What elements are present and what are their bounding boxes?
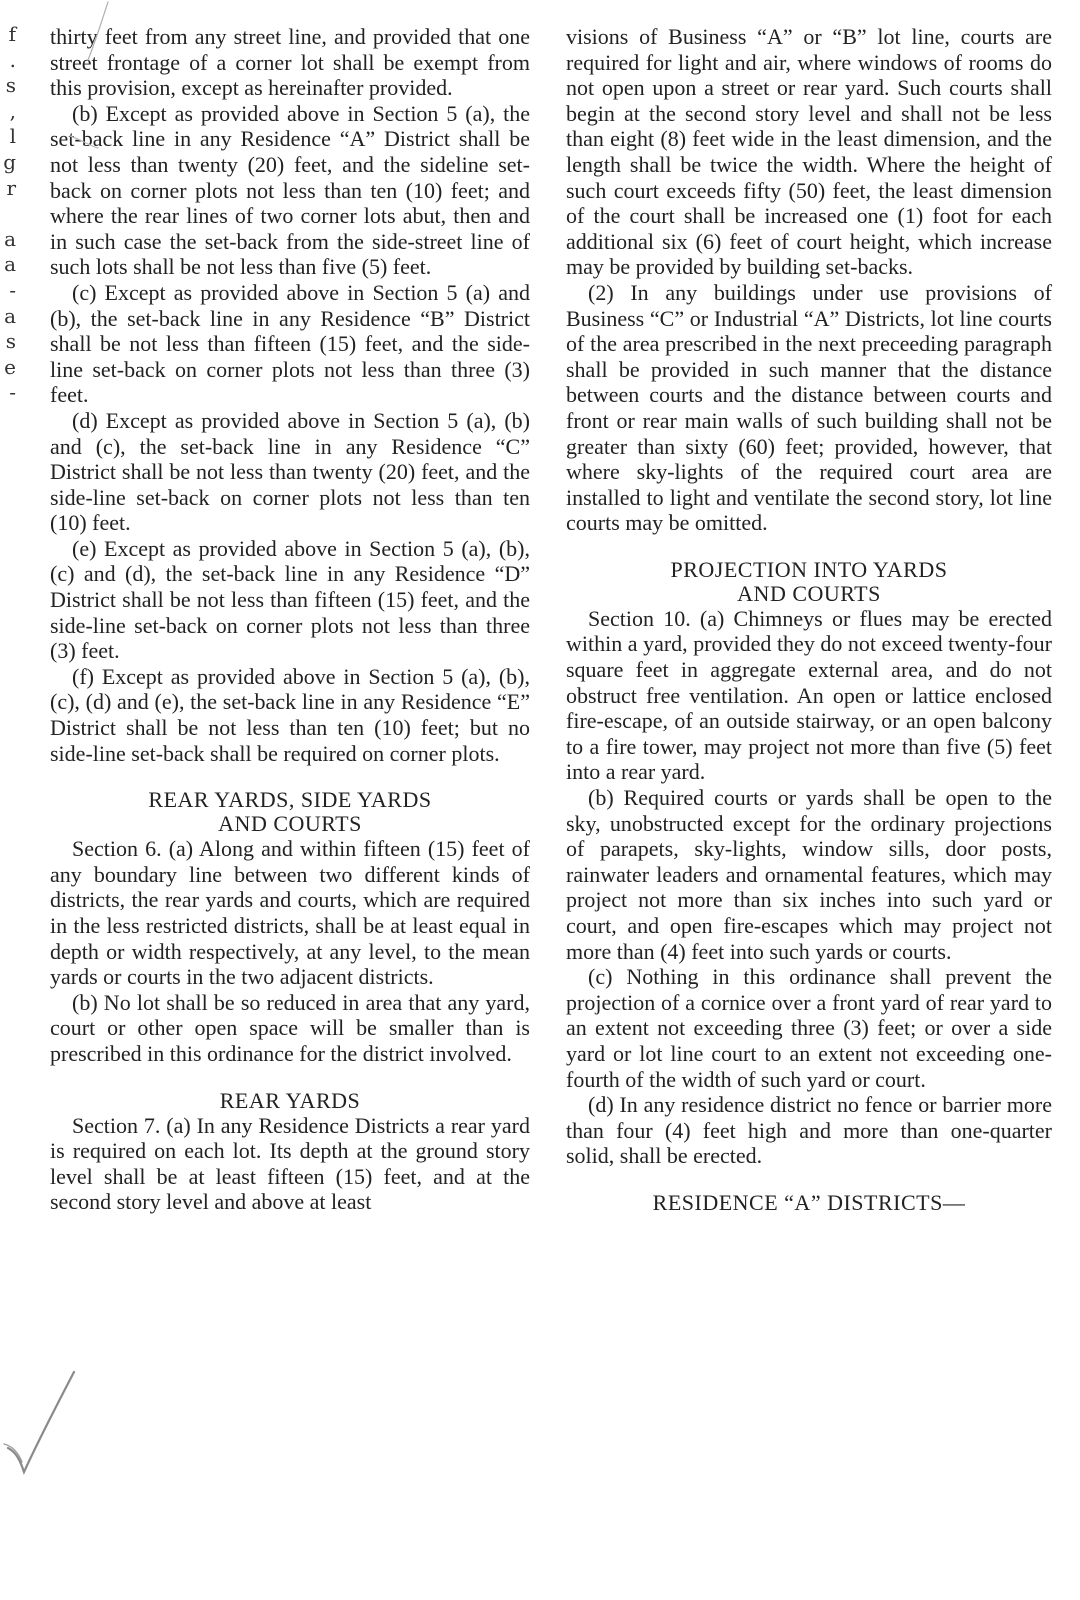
heading-line: PROJECTION INTO YARDS [670,556,948,582]
heading-rear-yards: REAR YARDS [219,1087,361,1113]
edge-char: . [9,47,16,72]
edge-char: e [4,354,16,379]
heading-residence-a-districts: RESIDENCE “A” DISTRICTS— [652,1189,966,1215]
paragraph-section-10c: (c) Nothing in this ordinance shall prevent the projection of a cornice over a front yard of rear yard to an extent not exceeding three (3) feet; or over a side yard or lot line court to an extent not exceeding one-fourth of the width of such yard or court. [566,964,1052,1092]
paragraph-5e: (e) Except as provided above in Section 5 (a), (b), (c) and (d), the set-back line in any Residence “D” District shall be not less than fifteen (15) feet, and the side-line set-back on corner plots not less than three (3) feet. [50,535,530,664]
paragraph-5c: (c) Except as provided above in Section 5 (a) and (b), the set-back line in any Residence “B” District shall be not less than fifteen (15) feet, and the side-line set-back on corner plots not less than three (3) feet. [50,279,530,408]
paragraph-section-6b: (b) No lot shall be so reduced in area that any yard, court or other open space will be smaller than is prescribed in this ordinance for the district involved. [50,989,530,1066]
paragraph-section-10d: (d) In any residence district no fence or barrier more than four (4) feet high and more than one-quarter solid, shall be erected. [566,1092,1052,1169]
left-edge-cropped-text [0,22,16,406]
edge-char: s [5,329,16,354]
edge-char: s [5,73,16,98]
edge-char [0,201,16,227]
paragraph-section-6a: Section 6. (a) Along and within fifteen (15) feet of any boundary line between two different kinds of districts, the rear yards and courts, which are required in the less restricted districts, shall be at least equal in depth or width respectively, at any level, to the mean yards or courts in the two adjacent districts. [50,836,530,990]
edge-char: a [4,252,16,277]
edge-char: f [8,22,16,46]
edge-char: - [9,380,16,405]
paragraph-continued: visions of Business “A” or “B” lot line, courts are required for light and air, where windows of rooms do not open upon a street or rear yard. Such courts shall begin at the second story level and shall not be less than eight (8) feet wide in the least dimension, and the length shall be twice the width. Where the height of such court exceeds fifty (50) feet, the least dimension of the court shall be increased one (1) foot for each additional six (6) feet of court height, which increase may be provided by building set-backs. [566,24,1052,280]
heading-line: AND COURTS [218,811,362,837]
right-column [566,24,1052,1215]
edge-char: a [4,226,16,251]
paragraph-section-10b: (b) Required courts or yards shall be open to the sky, unobstructed except for the ordinary projections of parapets, sky-lights, window sills, door posts, rainwater leaders and ornamental features, which may project not more than six inches into such yard or court, and open fire-escapes which may project not more than (4) feet into such yards or courts. [566,785,1052,964]
heading-projection-into-yards [566,558,1052,606]
handwritten-checkmark-icon [0,1360,110,1480]
paragraph-section-7a: Section 7. (a) In any Residence Districts a rear yard is required on each lot. Its depth at the ground story level shall be at least fifteen (15) feet, and at the second story level and above at least [50,1112,530,1215]
edge-char: - [9,277,16,302]
paragraph-5f: (f) Except as provided above in Section 5 (a), (b), (c), (d) and (e), the set-back line in any Residence “E” District shall be not less than ten (10) feet; but no side-line set-back shall be required on corner plots. [50,663,530,766]
paragraph-2: (2) In any buildings under use provisions of Business “C” or Industrial “A” Districts, lot line courts of the area prescribed in the next preceeding paragraph shall be provided in such manner that the distance between courts and the distance between courts and front or rear main walls of such building shall not be greater than sixty (60) feet; provided, however, that where sky-lights of the required court area are installed to light and ventilate the second story, lot line courts may be omitted. [566,279,1052,536]
heading-line: REAR YARDS, SIDE YARDS [148,787,432,813]
pencil-mark-icon [68,0,128,150]
paragraph-section-10a: Section 10. (a) Chimneys or flues may be erected within a yard, provided they do not exceed twenty-four square feet in aggregate external area, and do not obstruct free ventilation. An open or lattice enclosed fire-escape, of an outside stairway, or an open balcony to a fire tower, may project not more than five (5) feet into a rear yard. [566,605,1052,785]
paragraph-5b: (b) Except as provided above in Section 5 (a), the set-back line in any Residence “A” District shall be not less than twenty (20) feet, and the sideline set-back on corner plots not less than ten (10) feet; and where the rear lines of two corner lots abut, then and in such case the set-back from the side-street line of such lots shall be not less than five (5) feet. [50,100,530,280]
edge-char: , [9,98,16,123]
heading-line: AND COURTS [737,580,881,606]
edge-char: g [3,149,16,174]
edge-char: l [9,124,16,149]
heading-rear-side-yards [50,788,530,836]
edge-char: r [6,175,16,200]
edge-char: a [4,303,16,328]
paragraph-continued: thirty feet from any street line, and provided that one street frontage of a corner lot shall be exempt from this provision, except as hereinafter provided. [50,24,530,101]
paragraph-5d: (d) Except as provided above in Section 5 (a), (b) and (c), the set-back line in any Residence “C” District shall be not less than twenty (20) feet, and the side-line set-back on corner plots not less than ten (10) feet. [50,407,530,536]
left-column [50,24,530,1215]
